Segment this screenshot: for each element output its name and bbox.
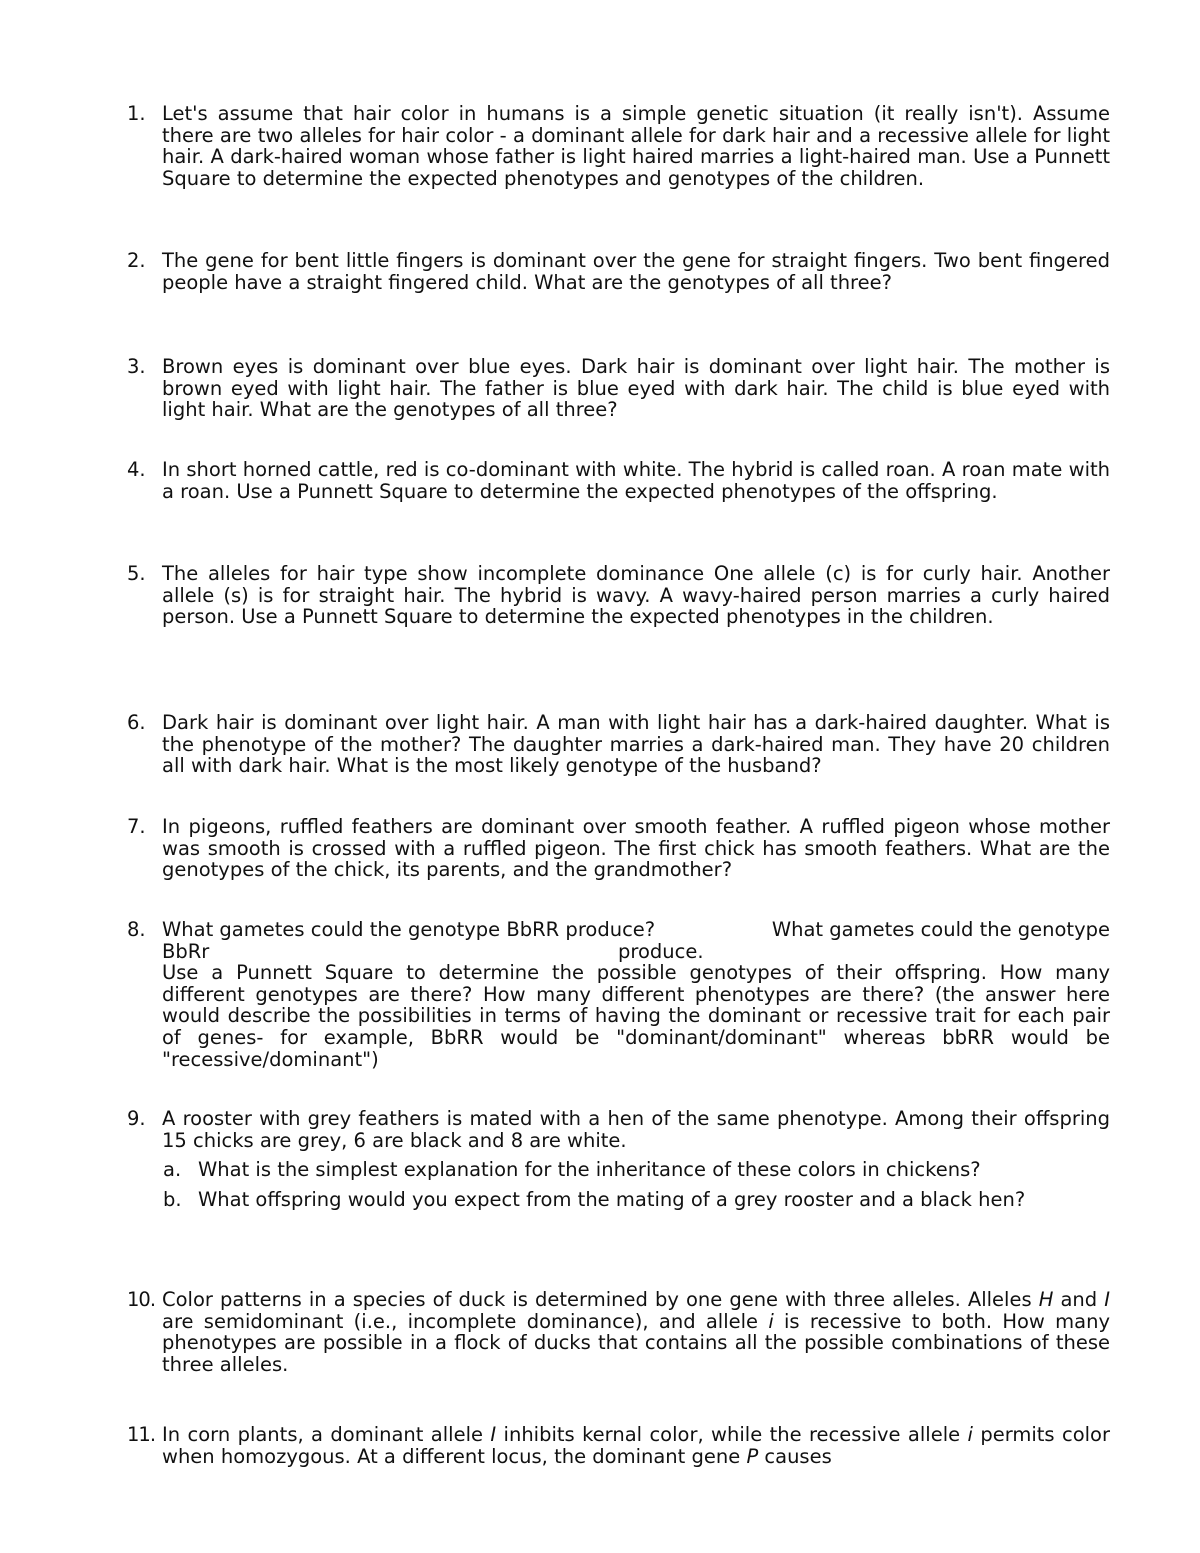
- question-number: 8.: [127, 918, 146, 941]
- question-text: Let's assume that hair color in humans is a simple genetic situation (it really isn't). Assume there are two alleles for hair color - a dominant allele for dark hair and a recessive allele for light hair. A dark-haired woman whose father is light haired marries a light-haired man. Use a Punnett Square to determine the expected phenotypes and genotypes of the children.: [162, 102, 1110, 190]
- question-3: [127, 356, 1110, 421]
- question-text: Brown eyes is dominant over blue eyes. Dark hair is dominant over light hair. The mother is brown eyed with light hair. The father is blue eyed with dark hair. The child is blue eyed with light hair. What are the genotypes of all three?: [162, 355, 1110, 422]
- question-number: 1.: [127, 102, 146, 125]
- question-7: [127, 816, 1110, 881]
- text-run: inhibits kernal color, while the recessive allele: [496, 1423, 968, 1446]
- question-number: 5.: [127, 562, 146, 585]
- text-run: is recessive to both. How many phenotypes are possible in a flock of ducks that contains all the possible combinations of these three alleles.: [162, 1309, 1110, 1376]
- sub-question-label: a.: [163, 1158, 182, 1182]
- allele-symbol: P: [746, 1444, 759, 1468]
- sub-question-label: b.: [163, 1187, 182, 1211]
- question-line-part: What gametes could the genotype BbRR produce?: [162, 918, 656, 941]
- question-text: The gene for bent little fingers is dominant over the gene for straight fingers. Two bent fingered people have a straight fingered child. What are the genotypes of all three?: [162, 249, 1110, 294]
- question-text: The alleles for hair type show incomplete dominance One allele (c) is for curly hair. Another allele (s) is for straight hair. The hybrid is wavy. A wavy-haired person marries a curly haired person. Use a Punnett Square to determine the expected phenotypes in the children.: [162, 562, 1110, 629]
- question-line: [162, 941, 1110, 963]
- question-5: [127, 563, 1110, 628]
- question-line-part: What gametes could the genotype: [771, 918, 1110, 941]
- question-9: [127, 1108, 1110, 1210]
- text-run: causes: [758, 1444, 832, 1468]
- question-10: [127, 1289, 1110, 1375]
- question-text: Use a Punnett Square to determine the possible genotypes of their offspring. How many different genotypes are there? How many different phenotypes are there? (the answer here would describe the possibilities in terms of having the dominant or recessive trait for each pair of genes- for example, BbRR would be "dominant/dominant" whereas bbRR would be "recessive/dominant"): [162, 961, 1110, 1071]
- question-number: 10.: [127, 1288, 156, 1311]
- question-number: 3.: [127, 355, 146, 378]
- allele-symbol: I: [490, 1423, 497, 1446]
- allele-symbol: i: [967, 1423, 973, 1446]
- question-text-block: [162, 919, 1110, 1070]
- question-number: 2.: [127, 249, 146, 272]
- question-2: [127, 250, 1110, 293]
- question-number: 4.: [127, 458, 146, 481]
- allele-symbol: I: [1104, 1288, 1111, 1311]
- question-text: [162, 1289, 1110, 1375]
- question-line-part: produce.: [618, 939, 704, 963]
- question-text: A rooster with grey feathers is mated with a hen of the same phenotype. Among their offspring 15 chicks are grey, 6 are black and 8 are white.: [162, 1107, 1110, 1152]
- question-4: [127, 459, 1110, 502]
- question-6: [127, 712, 1110, 777]
- allele-symbol: H: [1038, 1288, 1054, 1311]
- text-run: In corn plants, a dominant allele: [162, 1423, 491, 1446]
- question-text: Dark hair is dominant over light hair. A man with light hair has a dark-haired daughter. What is the phenotype of the mother? The daughter marries a dark-haired man. They have 20 children all with dark hair. What is the most likely genotype of the husband?: [162, 711, 1110, 778]
- question-11: [127, 1424, 1110, 1467]
- text-run: Color patterns in a species of duck is determined by one gene with three alleles. Alleles: [162, 1288, 1039, 1311]
- question-1: [127, 103, 1110, 189]
- question-number: 11.: [127, 1423, 156, 1446]
- sub-question-a: [163, 1158, 1110, 1182]
- sub-question-b: [163, 1187, 1110, 1211]
- genotype-label: BbRr: [162, 939, 210, 963]
- text-run: and: [1053, 1288, 1105, 1311]
- question-text: [162, 1424, 1110, 1467]
- question-8: [127, 919, 1110, 1070]
- text-run: are semidominant (i.e., incomplete dominance), and allele: [162, 1309, 769, 1333]
- question-line: [162, 919, 1110, 941]
- question-text: In short horned cattle, red is co-dominant with white. The hybrid is called roan. A roan mate with a roan. Use a Punnett Square to determine the expected phenotypes of the offspring.: [162, 458, 1110, 503]
- sub-question-text: What offspring would you expect from the mating of a grey rooster and a black hen?: [198, 1187, 1026, 1211]
- question-number: 9.: [127, 1107, 146, 1130]
- question-text: In pigeons, ruffled feathers are dominant over smooth feather. A ruffled pigeon whose mother was smooth is crossed with a ruffled pigeon. The first chick has smooth feathers. What are the genotypes of the chick, its parents, and the grandmother?: [162, 815, 1110, 882]
- question-number: 6.: [127, 711, 146, 734]
- allele-symbol: i: [768, 1309, 774, 1333]
- question-number: 7.: [127, 815, 146, 838]
- sub-question-text: What is the simplest explanation for the inheritance of these colors in chickens?: [198, 1158, 981, 1182]
- text-run: permits color when homozygous. At a different locus, the dominant gene: [162, 1423, 1110, 1468]
